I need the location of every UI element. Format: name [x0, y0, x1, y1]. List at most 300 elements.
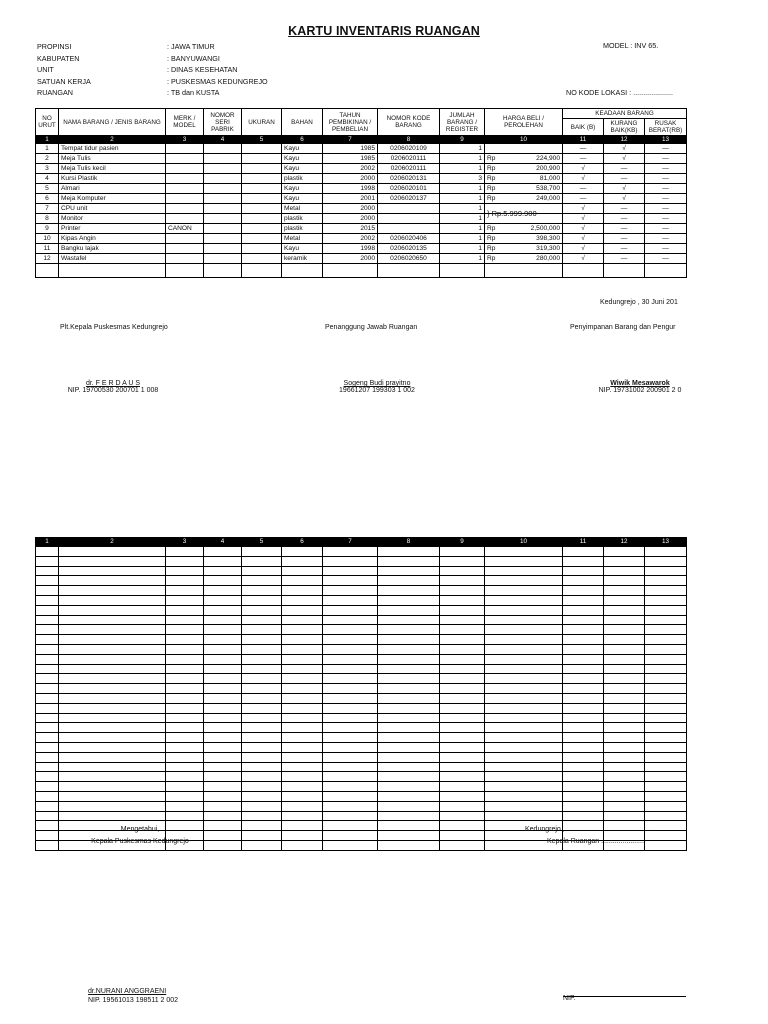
- blank-cell: [645, 547, 687, 557]
- table-row: [36, 144, 687, 154]
- cell-merk: [166, 214, 204, 224]
- cell-tahun: 1985: [323, 154, 378, 164]
- blank-cell: [485, 693, 563, 703]
- cell-bahan: plastik: [282, 174, 323, 184]
- blank-cell: [440, 831, 485, 841]
- cell-baik: —: [563, 194, 604, 204]
- cell-harga: [485, 204, 563, 218]
- items-body: [36, 144, 687, 264]
- cell-harga: [485, 174, 563, 184]
- blank-cell: [323, 674, 378, 684]
- table-row: [36, 204, 687, 214]
- blank-cell: [166, 782, 204, 792]
- blank-cell: [645, 654, 687, 664]
- blank-cell: [166, 566, 204, 576]
- blank-cell: [36, 625, 59, 635]
- header-keadaan: KEADAAN BARANG: [563, 109, 687, 119]
- cell-kode: 0206020131: [378, 174, 440, 184]
- blank-cell: [166, 644, 204, 654]
- blank-cell: [645, 782, 687, 792]
- blank-cell: [242, 605, 282, 615]
- blank-cell: [36, 674, 59, 684]
- cell-harga: [485, 244, 563, 254]
- blank-cell: [282, 840, 323, 850]
- blank-cell: [204, 586, 242, 596]
- blank-cell: [645, 801, 687, 811]
- sig-center-name: Sogeng Budi prayitno: [343, 380, 411, 387]
- blank-cell: [282, 566, 323, 576]
- blank-cell: [282, 547, 323, 557]
- blank-cell: [166, 635, 204, 645]
- table-row: [36, 254, 687, 264]
- cell-nama: Tempat tidur pasien: [59, 144, 166, 154]
- blank-cell: [645, 586, 687, 596]
- blank-cell: [242, 713, 282, 723]
- blank-cell: [59, 693, 166, 703]
- blank-cell: [323, 644, 378, 654]
- blank-cell: [59, 713, 166, 723]
- blank-cell: [604, 713, 645, 723]
- blank-cell: [166, 576, 204, 586]
- blank-cell: [36, 840, 59, 850]
- sig-left-title: Plt.Kepala Puskesmas Kedungrejo: [60, 324, 168, 331]
- blank-cell: [604, 811, 645, 821]
- blank-cell: [59, 664, 166, 674]
- blank-cell: [323, 782, 378, 792]
- currency-label: Rp: [487, 225, 496, 232]
- blank-table-body: [36, 547, 687, 851]
- blank-cell: [282, 752, 323, 762]
- cell-seri: [204, 164, 242, 174]
- blank-table-row: [36, 566, 687, 576]
- blank-cell: [323, 723, 378, 733]
- cell-no: 9: [36, 224, 59, 234]
- blank-cell: [440, 615, 485, 625]
- cell-harga: [485, 224, 563, 234]
- cell-rusak-berat: —: [645, 184, 687, 194]
- blank-cell: [36, 644, 59, 654]
- cell-no: 5: [36, 184, 59, 194]
- blank-table-row: [36, 654, 687, 664]
- cell-ukuran: [242, 224, 282, 234]
- blank-cell: [323, 664, 378, 674]
- blank-cell: [563, 556, 604, 566]
- kedungrejo-line: Kedungrejo , ............................................: [525, 826, 653, 833]
- blank-cell: [323, 840, 378, 850]
- blank-cell: [204, 635, 242, 645]
- blank-cell: [36, 664, 59, 674]
- blank-table-row: [36, 547, 687, 557]
- price-value: 2,500,000: [530, 225, 560, 232]
- blank-cell: [204, 625, 242, 635]
- blank-cell: [378, 791, 440, 801]
- table-row: [36, 234, 687, 244]
- blank-cell: [563, 733, 604, 743]
- cell-jumlah: 1: [440, 154, 485, 164]
- cell-jumlah: 1: [440, 144, 485, 154]
- cell-seri: [204, 144, 242, 154]
- blank-cell: [485, 586, 563, 596]
- blank-cell: [282, 625, 323, 635]
- blank-cell: [282, 654, 323, 664]
- cell-bahan: plastik: [282, 224, 323, 234]
- cell-tahun: 1998: [323, 184, 378, 194]
- cell-merk: [166, 204, 204, 214]
- blank-cell: [485, 547, 563, 557]
- blank-cell: [323, 566, 378, 576]
- tanggal-block: [525, 824, 652, 848]
- blank-cell: [440, 654, 485, 664]
- blank-cell: [378, 840, 440, 850]
- sig-right-title: Penyimpanan Barang dan Pengur: [570, 324, 676, 331]
- cell-no: 1: [36, 144, 59, 154]
- table-row: [36, 214, 687, 224]
- blank-cell: [36, 752, 59, 762]
- blank-cell: [242, 586, 282, 596]
- blank-cell: [166, 703, 204, 713]
- header-bahan: BAHAN: [282, 109, 323, 136]
- blank-cell: [59, 723, 166, 733]
- blank-cell: [378, 762, 440, 772]
- cell-rusak-berat: —: [645, 154, 687, 164]
- cell-kurang-baik: √: [604, 184, 645, 194]
- blank-cell: [485, 733, 563, 743]
- blank-table-row: [36, 674, 687, 684]
- blank-table-row: [36, 801, 687, 811]
- blank-cell: [378, 831, 440, 841]
- blank-cell: [242, 635, 282, 645]
- blank-cell: [323, 693, 378, 703]
- blank-cell: [166, 595, 204, 605]
- blank-cell: [242, 654, 282, 664]
- blank-cell: [59, 801, 166, 811]
- cell-bahan: Metal: [282, 234, 323, 244]
- cell-tahun: 2015: [323, 224, 378, 234]
- blank-cell: [323, 713, 378, 723]
- price-value: 398,300: [536, 235, 560, 242]
- cell-seri: [204, 244, 242, 254]
- blank-cell: [242, 684, 282, 694]
- blank-cell: [378, 674, 440, 684]
- cell-harga: [485, 154, 563, 164]
- blank-cell: [166, 605, 204, 615]
- blank-cell: [645, 733, 687, 743]
- blank-cell: [440, 752, 485, 762]
- blank-cell: [242, 625, 282, 635]
- table-row-blank: [36, 264, 687, 278]
- cell-rusak-berat: —: [645, 214, 687, 224]
- blank-cell: [204, 654, 242, 664]
- blank-cell: [36, 723, 59, 733]
- blank-cell: [59, 635, 166, 645]
- blank-cell: [378, 615, 440, 625]
- blank-cell: [282, 821, 323, 831]
- blank-cell: [242, 576, 282, 586]
- blank-cell: [440, 723, 485, 733]
- cell-tahun: 2001: [323, 194, 378, 204]
- blank-cell: [204, 801, 242, 811]
- blank-cell: [563, 664, 604, 674]
- blank-cell: [59, 772, 166, 782]
- header-no-urut: NO URUT: [36, 109, 59, 136]
- cell-ukuran: [242, 254, 282, 264]
- table-row: [36, 174, 687, 184]
- cell-no: 7: [36, 204, 59, 214]
- blank-cell: [242, 782, 282, 792]
- cell-seri: [204, 214, 242, 224]
- cell-nama: CPU unit: [59, 204, 166, 214]
- blank-cell: [242, 693, 282, 703]
- cell-rusak-berat: —: [645, 144, 687, 154]
- blank-cell: [59, 595, 166, 605]
- blank-cell: [604, 556, 645, 566]
- blank-cell: [204, 831, 242, 841]
- blank-cell: [242, 664, 282, 674]
- cell-kode: 0206020101: [378, 184, 440, 194]
- cell-kode: [378, 204, 440, 214]
- blank-cell: [59, 762, 166, 772]
- cell-rusak-berat: —: [645, 194, 687, 204]
- blank-cell: [323, 605, 378, 615]
- blank-cell: [242, 821, 282, 831]
- cell-bahan: plastik: [282, 214, 323, 224]
- cell-tahun: 2000: [323, 214, 378, 224]
- bottom-name: dr.NURANI ANGGRAENI: [88, 988, 167, 995]
- cell-kode: 0206020406: [378, 234, 440, 244]
- blank-cell: [166, 723, 204, 733]
- blank-cell: [604, 576, 645, 586]
- blank-cell: [36, 791, 59, 801]
- blank-cell: [36, 556, 59, 566]
- sig-left-name: dr. F E R D A U S: [85, 380, 141, 387]
- blank-cell: [485, 566, 563, 576]
- cell-seri: [204, 154, 242, 164]
- blank-cell: [604, 605, 645, 615]
- blank-cell: [282, 811, 323, 821]
- blank-table-row: [36, 625, 687, 635]
- blank-cell: [282, 684, 323, 694]
- blank-cell: [323, 615, 378, 625]
- blank-cell: [59, 752, 166, 762]
- blank-cell: [604, 791, 645, 801]
- blank-cell: [204, 821, 242, 831]
- cell-kurang-baik: —: [604, 224, 645, 234]
- blank-cell: [378, 625, 440, 635]
- blank-table-row: [36, 576, 687, 586]
- currency-label: Rp: [487, 195, 496, 202]
- blank-cell: [645, 566, 687, 576]
- cell-seri: [204, 234, 242, 244]
- blank-table-row: [36, 703, 687, 713]
- blank-cell: [440, 840, 485, 850]
- blank-cell: [604, 723, 645, 733]
- cell-kurang-baik: —: [604, 244, 645, 254]
- blank-cell: [59, 654, 166, 664]
- blank-cell: [323, 576, 378, 586]
- blank-cell: [59, 605, 166, 615]
- blank-cell: [440, 703, 485, 713]
- blank-cell: [645, 635, 687, 645]
- blank-cell: [645, 752, 687, 762]
- blank-cell: [604, 644, 645, 654]
- blank-cell: [36, 576, 59, 586]
- date-line: Kedungrejo , 30 Juni 201: [600, 299, 678, 306]
- blank-cell: [59, 576, 166, 586]
- blank-table-row: [36, 586, 687, 596]
- blank-cell: [440, 762, 485, 772]
- blank-cell: [645, 703, 687, 713]
- cell-kode: [378, 224, 440, 234]
- blank-cell: [645, 605, 687, 615]
- cell-nama: Bangku lajak: [59, 244, 166, 254]
- cell-seri: [204, 204, 242, 214]
- blank-cell: [440, 547, 485, 557]
- blank-cell: [323, 801, 378, 811]
- blank-cell: [645, 615, 687, 625]
- blank-cell: [604, 742, 645, 752]
- blank-cell: [282, 664, 323, 674]
- blank-table-row: [36, 811, 687, 821]
- blank-cell: [204, 556, 242, 566]
- blank-cell: [204, 664, 242, 674]
- blank-cell: [166, 556, 204, 566]
- blank-cell: [485, 772, 563, 782]
- blank-cell: [604, 547, 645, 557]
- blank-cell: [645, 723, 687, 733]
- blank-cell: [378, 595, 440, 605]
- cell-tahun: 2002: [323, 164, 378, 174]
- cell-ukuran: [242, 234, 282, 244]
- blank-cell: [440, 635, 485, 645]
- blank-cell: [323, 586, 378, 596]
- blank-cell: [645, 556, 687, 566]
- cell-seri: [204, 174, 242, 184]
- cell-baik: √: [563, 244, 604, 254]
- blank-cell: [204, 733, 242, 743]
- blank-cell: [36, 733, 59, 743]
- cell-nama: Wastafel: [59, 254, 166, 264]
- blank-cell: [323, 625, 378, 635]
- cell-bahan: Kayu: [282, 144, 323, 154]
- blank-cell: [59, 674, 166, 684]
- blank-cell: [59, 615, 166, 625]
- nip-right: NIP.: [563, 995, 576, 1002]
- blank-cell: [204, 566, 242, 576]
- blank-cell: [59, 556, 166, 566]
- table-row: [36, 224, 687, 234]
- blank-table-row: [36, 782, 687, 792]
- header-merk: MERK / MODEL: [166, 109, 204, 136]
- blank-cell: [485, 595, 563, 605]
- blank-cell: [440, 772, 485, 782]
- blank-cell: [604, 635, 645, 645]
- cell-kode: 0206020137: [378, 194, 440, 204]
- blank-cell: [166, 811, 204, 821]
- cell-ukuran: [242, 184, 282, 194]
- blank-cell: [440, 742, 485, 752]
- blank-cell: [36, 772, 59, 782]
- blank-cell: [604, 654, 645, 664]
- cell-baik: √: [563, 224, 604, 234]
- cell-kurang-baik: √: [604, 194, 645, 204]
- blank-table-row: [36, 693, 687, 703]
- blank-cell: [440, 713, 485, 723]
- blank-cell: [378, 801, 440, 811]
- blank-table-row: [36, 713, 687, 723]
- cell-bahan: Kayu: [282, 244, 323, 254]
- price-value: 319,300: [536, 245, 560, 252]
- blank-cell: [242, 742, 282, 752]
- cell-kurang-baik: —: [604, 204, 645, 214]
- cell-baik: √: [563, 234, 604, 244]
- blank-cell: [563, 801, 604, 811]
- bottom-signature: [88, 987, 178, 1005]
- cell-bahan: Kayu: [282, 184, 323, 194]
- blank-cell: [59, 811, 166, 821]
- blank-cell: [645, 595, 687, 605]
- blank-cell: [59, 586, 166, 596]
- blank-cell: [166, 674, 204, 684]
- cell-harga: [485, 184, 563, 194]
- blank-cell: [645, 811, 687, 821]
- blank-cell: [485, 576, 563, 586]
- blank-cell: [166, 772, 204, 782]
- blank-cell: [282, 782, 323, 792]
- blank-cell: [485, 742, 563, 752]
- cell-ukuran: [242, 174, 282, 184]
- blank-cell: [204, 576, 242, 586]
- cell-nama: Meja Tulis kecil: [59, 164, 166, 174]
- blank-cell: [563, 605, 604, 615]
- blank-cell: [242, 762, 282, 772]
- blank-cell: [645, 693, 687, 703]
- blank-cell: [242, 811, 282, 821]
- blank-cell: [204, 674, 242, 684]
- table-row: [36, 184, 687, 194]
- blank-cell: [36, 762, 59, 772]
- cell-no: 11: [36, 244, 59, 254]
- blank-cell: [563, 782, 604, 792]
- cell-no: 8: [36, 214, 59, 224]
- cell-no: 6: [36, 194, 59, 204]
- blank-cell: [485, 674, 563, 684]
- blank-cell: [166, 684, 204, 694]
- blank-cell: [604, 693, 645, 703]
- blank-cell: [604, 762, 645, 772]
- blank-cell: [204, 713, 242, 723]
- cell-no: 3: [36, 164, 59, 174]
- cell-rusak-berat: —: [645, 244, 687, 254]
- cell-kurang-baik: √: [604, 144, 645, 154]
- cell-rusak-berat: —: [645, 234, 687, 244]
- blank-cell: [645, 684, 687, 694]
- blank-cell: [604, 772, 645, 782]
- blank-cell: [645, 576, 687, 586]
- header-ukuran: UKURAN: [242, 109, 282, 136]
- blank-cell: [645, 742, 687, 752]
- cell-bahan: Kayu: [282, 154, 323, 164]
- blank-cell: [378, 752, 440, 762]
- header-tahun: TAHUN PEMBIKINAN / PEMBELIAN: [323, 109, 378, 136]
- table-row: [36, 164, 687, 174]
- blank-cell: [485, 703, 563, 713]
- blank-cell: [485, 791, 563, 801]
- blank-cell: [485, 762, 563, 772]
- blank-cell: [59, 566, 166, 576]
- cell-baik: —: [563, 144, 604, 154]
- blank-table-row: [36, 733, 687, 743]
- blank-cell: [323, 635, 378, 645]
